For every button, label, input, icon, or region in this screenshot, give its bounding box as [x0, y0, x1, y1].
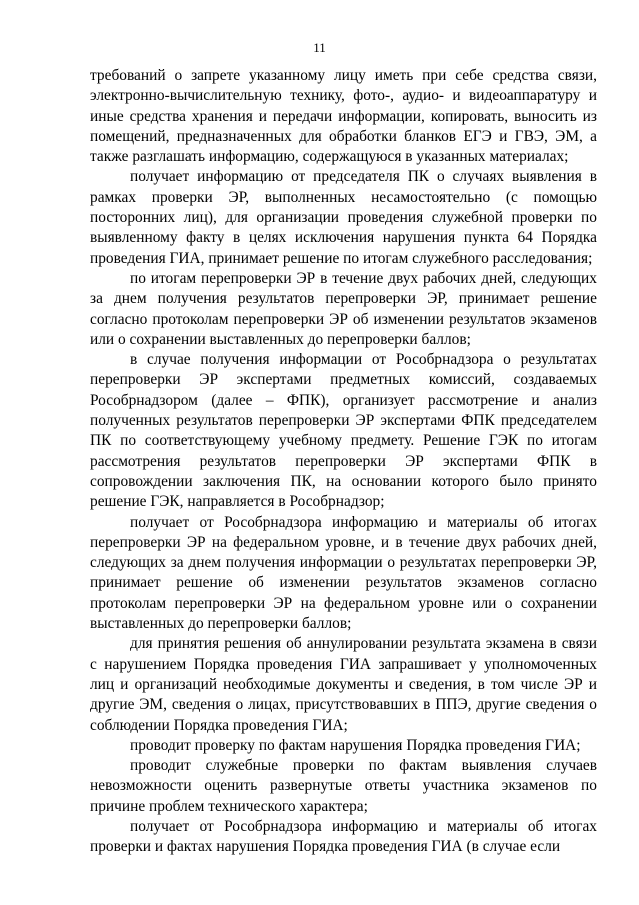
- page-number: 11: [313, 40, 326, 55]
- paragraph: получает от Рособрнадзора информацию и материалы об итогах перепроверки ЭР на федеральном уровне, и в течение двух рабочих дней, следующих за днем получения информации о результатах перепроверки ЭР, принимает решение об изменении результатов экзаменов согласно протоколам перепроверки ЭР на федеральном уровне или о сохранении выставленных до перепроверки баллов;: [90, 513, 597, 633]
- paragraph: в случае получения информации от Рособрнадзора о результатах перепроверки ЭР экспертами предметных комиссий, создаваемых Рособрнадзором (далее – ФПК), организует рассмотрение и анализ полученных результатов перепроверки ЭР экспертами ФПК председателем ПК по соответствующему учебному предмету. Решение ГЭК по итогам рассмотрения результатов перепроверки ЭР экспертами ФПК в сопровождении заключения ПК, на основании которого было принято решение ГЭК, направляется в Рособрнадзор;: [90, 351, 597, 511]
- paragraph: проводит служебные проверки по фактам выявления случаев невозможности оценить развернутые ответы участника экзаменов по причине проблем технического характера;: [90, 757, 597, 815]
- paragraph: получает информацию от председателя ПК о случаях выявления в рамках проверки ЭР, выполненных несамостоятельно (с помощью посторонних лиц), для организации проведения служебной проверки по выявленному факту в целях исключения нарушения пункта 64 Порядка проведения ГИА, принимает решение по итогам служебного расследования;: [90, 168, 597, 267]
- paragraph: по итогам перепроверки ЭР в течение двух рабочих дней, следующих за днем получения результатов перепроверки ЭР, принимает решение согласно протоколам перепроверки ЭР об изменении результатов экзаменов или о сохранении выставленных до перепроверки баллов;: [90, 269, 597, 348]
- paragraph-continuation: требований о запрете указанному лицу иметь при себе средства связи, электронно-вычислительную технику, фото-, аудио- и видеоаппаратуру и иные средства хранения и передачи информации, копировать, выносить из помещений, предназначенных для обработки бланков ЕГЭ и ГВЭ, ЭМ, а также разглашать информацию, содержащуюся в указанных материалах;: [90, 67, 597, 166]
- paragraph: для принятия решения об аннулировании результата экзамена в связи с нарушением Порядка проведения ГИА запрашивает у уполномоченных лиц и организаций необходимые документы и сведения, в том числе ЭР и другие ЭМ, сведения о лицах, присутствовавших в ППЭ, другие сведения о соблюдении Порядка проведения ГИА;: [90, 635, 597, 734]
- paragraph: получает от Рособрнадзора информацию и материалы об итогах проверки и фактах нарушения Порядка проведения ГИА (в случае если: [90, 817, 597, 856]
- body-text: [90, 66, 597, 858]
- paragraph: проводит проверку по фактам нарушения Порядка проведения ГИА;: [130, 736, 581, 754]
